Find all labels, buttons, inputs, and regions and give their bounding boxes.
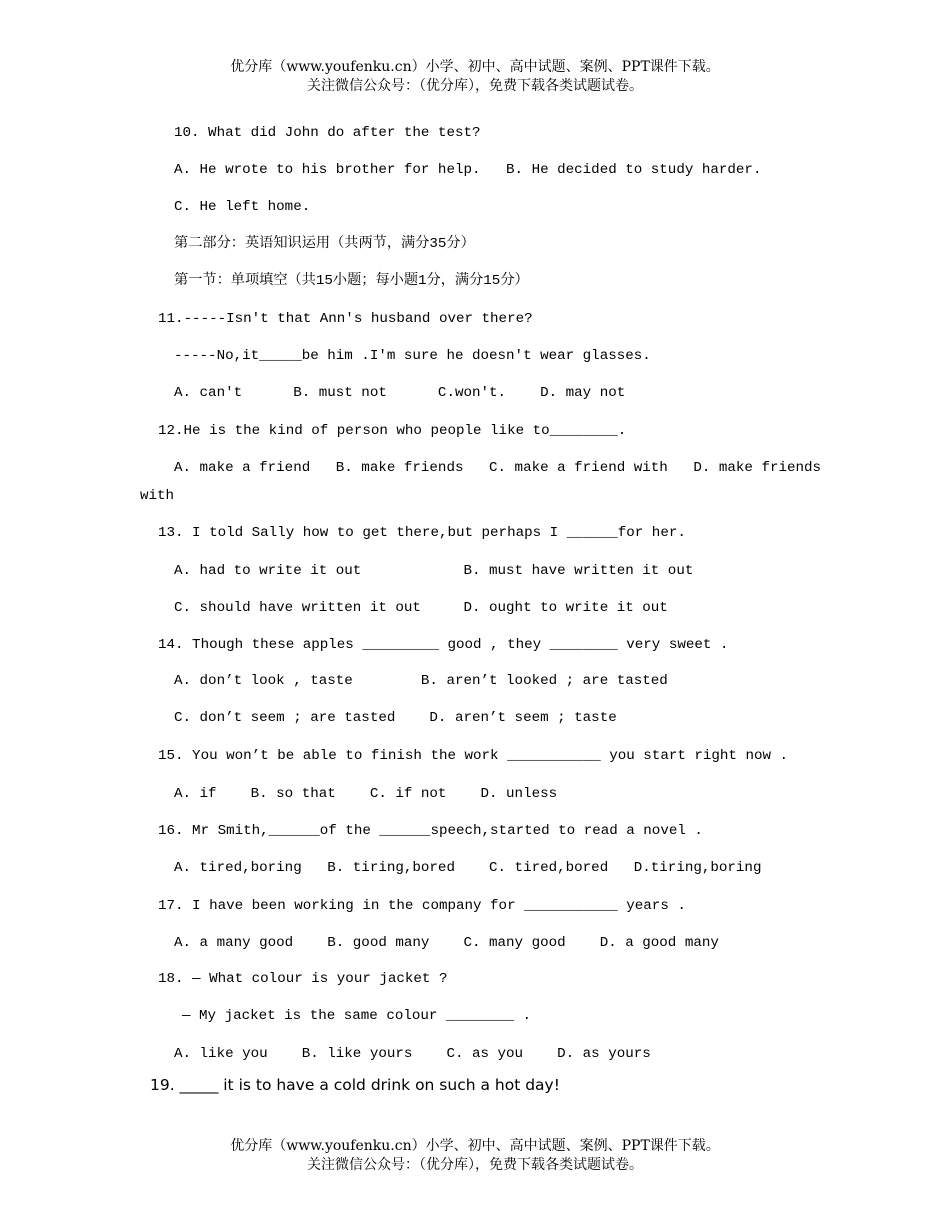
question-17: 17. I have been working in the company for ___________ years . — [158, 898, 686, 914]
question-11-line-2: -----No,it_____be him .I'm sure he doesn't wear glasses. — [174, 348, 651, 364]
footer-line-1: 优分库（www.youfenku.cn）小学、初中、高中试题、案例、PPT课件下载。 — [230, 1138, 720, 1154]
question-14-options-cd: C. don’t seem ; are tasted D. aren’t seem ; taste — [174, 710, 617, 726]
question-14-options-ab: A. don’t look , taste B. aren’t looked ; are tasted — [174, 673, 668, 689]
footer-line-2: 关注微信公众号：（优分库），免费下载各类试题试卷。 — [307, 1157, 643, 1173]
question-15-options: A. if B. so that C. if not D. unless — [174, 786, 558, 802]
question-12-options-wrap: with — [140, 488, 175, 504]
question-19: 19. _____ it is to have a cold drink on such a hot day! — [150, 1076, 560, 1094]
question-15: 15. You won’t be able to finish the work ___________ you start right now . — [158, 748, 789, 764]
question-14: 14. Though these apples _________ good , they ________ very sweet . — [158, 637, 729, 653]
question-13: 13. I told Sally how to get there,but perhaps I ______for her. — [158, 525, 686, 541]
question-12: 12.He is the kind of person who people like to________. — [158, 423, 627, 439]
question-16-options: A. tired,boring B. tiring,bored C. tired,bored D.tiring,boring — [174, 860, 762, 876]
question-10-option-c: C. He left home. — [174, 199, 311, 215]
section-heading-part-2: 第二部分：英语知识运用（共两节，满分35分） — [174, 236, 475, 252]
question-17-options: A. a many good B. good many C. many good D. a good many — [174, 935, 719, 951]
question-16: 16. Mr Smith,______of the ______speech,started to read a novel . — [158, 823, 703, 839]
question-11-options: A. can't B. must not C.won't. D. may not — [174, 385, 626, 401]
question-11: 11.-----Isn't that Ann's husband over there? — [158, 311, 533, 327]
question-18: 18. — What colour is your jacket ? — [158, 971, 448, 987]
question-18-options: A. like you B. like yours C. as you D. as yours — [174, 1046, 651, 1062]
header-line-2: 关注微信公众号：（优分库），免费下载各类试题试卷。 — [307, 78, 643, 94]
question-13-options-ab: A. had to write it out B. must have written it out — [174, 563, 694, 579]
section-heading-1: 第一节：单项填空（共15小题；每小题1分，满分15分） — [174, 273, 529, 289]
header-line-1: 优分库（www.youfenku.cn）小学、初中、高中试题、案例、PPT课件下载。 — [230, 59, 720, 75]
question-13-options-cd: C. should have written it out D. ought to write it out — [174, 600, 668, 616]
question-12-options: A. make a friend B. make friends C. make a friend with D. make friends — [174, 460, 822, 476]
question-10-options-ab: A. He wrote to his brother for help. B. He decided to study harder. — [174, 162, 762, 178]
question-10: 10. What did John do after the test? — [174, 125, 481, 141]
question-18-line-2: — My jacket is the same colour ________ . — [182, 1008, 532, 1024]
